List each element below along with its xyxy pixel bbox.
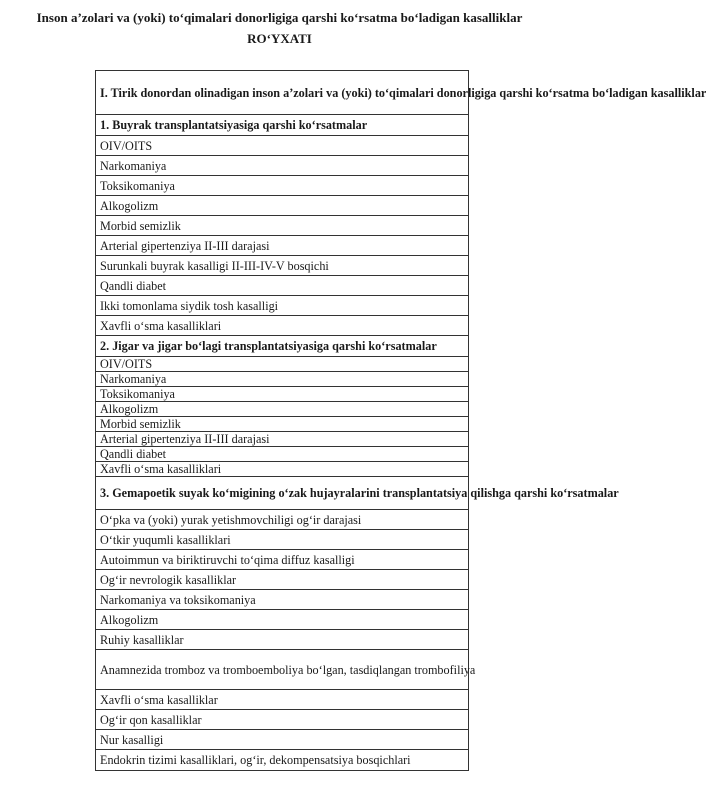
table-row: Narkomaniya va toksikomaniya xyxy=(96,590,469,610)
table-row: Og‘ir nevrologik kasalliklar xyxy=(96,570,469,590)
table-row: Toksikomaniya xyxy=(96,176,469,196)
section-heading: 3. Gemapoetik suyak ko‘migining o‘zak hujayralarini transplantatsiya qilishga qarshi ko‘rsatmalar xyxy=(96,477,469,510)
table-row: Qandli diabet xyxy=(96,276,469,296)
table-row: Arterial gipertenziya II-III darajasi xyxy=(96,432,469,447)
table-row: Morbid semizlik xyxy=(96,417,469,432)
table-row: Toksikomaniya xyxy=(96,387,469,402)
document-subtitle: RO‘YXATI xyxy=(247,31,312,46)
document-title: Inson a’zolari va (yoki) to‘qimalari donorligiga qarshi ko‘rsatma bo‘ladigan kasalliklar xyxy=(36,10,523,25)
table-row: Morbid semizlik xyxy=(96,216,469,236)
table-row: Arterial gipertenziya II-III darajasi xyxy=(96,236,469,256)
table-row: Autoimmun va biriktiruvchi to‘qima diffuz kasalligi xyxy=(96,550,469,570)
table-row: Endokrin tizimi kasalliklari, og‘ir, dekompensatsiya bosqichlari xyxy=(96,750,469,771)
table-header: I. Tirik donordan olinadigan inson a’zolari va (yoki) to‘qimalari donorligiga qarshi ko‘rsatma bo‘ladigan kasalliklar xyxy=(96,71,469,115)
table-row: Narkomaniya xyxy=(96,156,469,176)
table-row: O‘tkir yuqumli kasalliklari xyxy=(96,530,469,550)
table-row: Xavfli o‘sma kasalliklari xyxy=(96,316,469,336)
contraindications-table xyxy=(95,70,706,771)
table-row: Xavfli o‘sma kasalliklar xyxy=(96,690,469,710)
table-row: O‘pka va (yoki) yurak yetishmovchiligi og‘ir darajasi xyxy=(96,510,469,530)
table-row: Xavfli o‘sma kasalliklari xyxy=(96,462,469,477)
table-row: Alkogolizm xyxy=(96,610,469,630)
table-row: Alkogolizm xyxy=(96,402,469,417)
table-row: OIV/OITS xyxy=(96,136,469,156)
table-row: Narkomaniya xyxy=(96,372,469,387)
section-heading: 2. Jigar va jigar bo‘lagi transplantatsiyasiga qarshi ko‘rsatmalar xyxy=(96,336,469,357)
table-row: OIV/OITS xyxy=(96,357,469,372)
table-row: Surunkali buyrak kasalligi II-III-IV-V bosqichi xyxy=(96,256,469,276)
table-row: Qandli diabet xyxy=(96,447,469,462)
table-row: Alkogolizm xyxy=(96,196,469,216)
table-row: Ikki tomonlama siydik tosh kasalligi xyxy=(96,296,469,316)
table-row: Anamnezida tromboz va tromboemboliya bo‘lgan, tasdiqlangan trombofiliya xyxy=(96,650,469,690)
table-row: Og‘ir qon kasalliklar xyxy=(96,710,469,730)
table-row: Ruhiy kasalliklar xyxy=(96,630,469,650)
section-heading: 1. Buyrak transplantatsiyasiga qarshi ko‘rsatmalar xyxy=(96,115,469,136)
table-row: Nur kasalligi xyxy=(96,730,469,750)
